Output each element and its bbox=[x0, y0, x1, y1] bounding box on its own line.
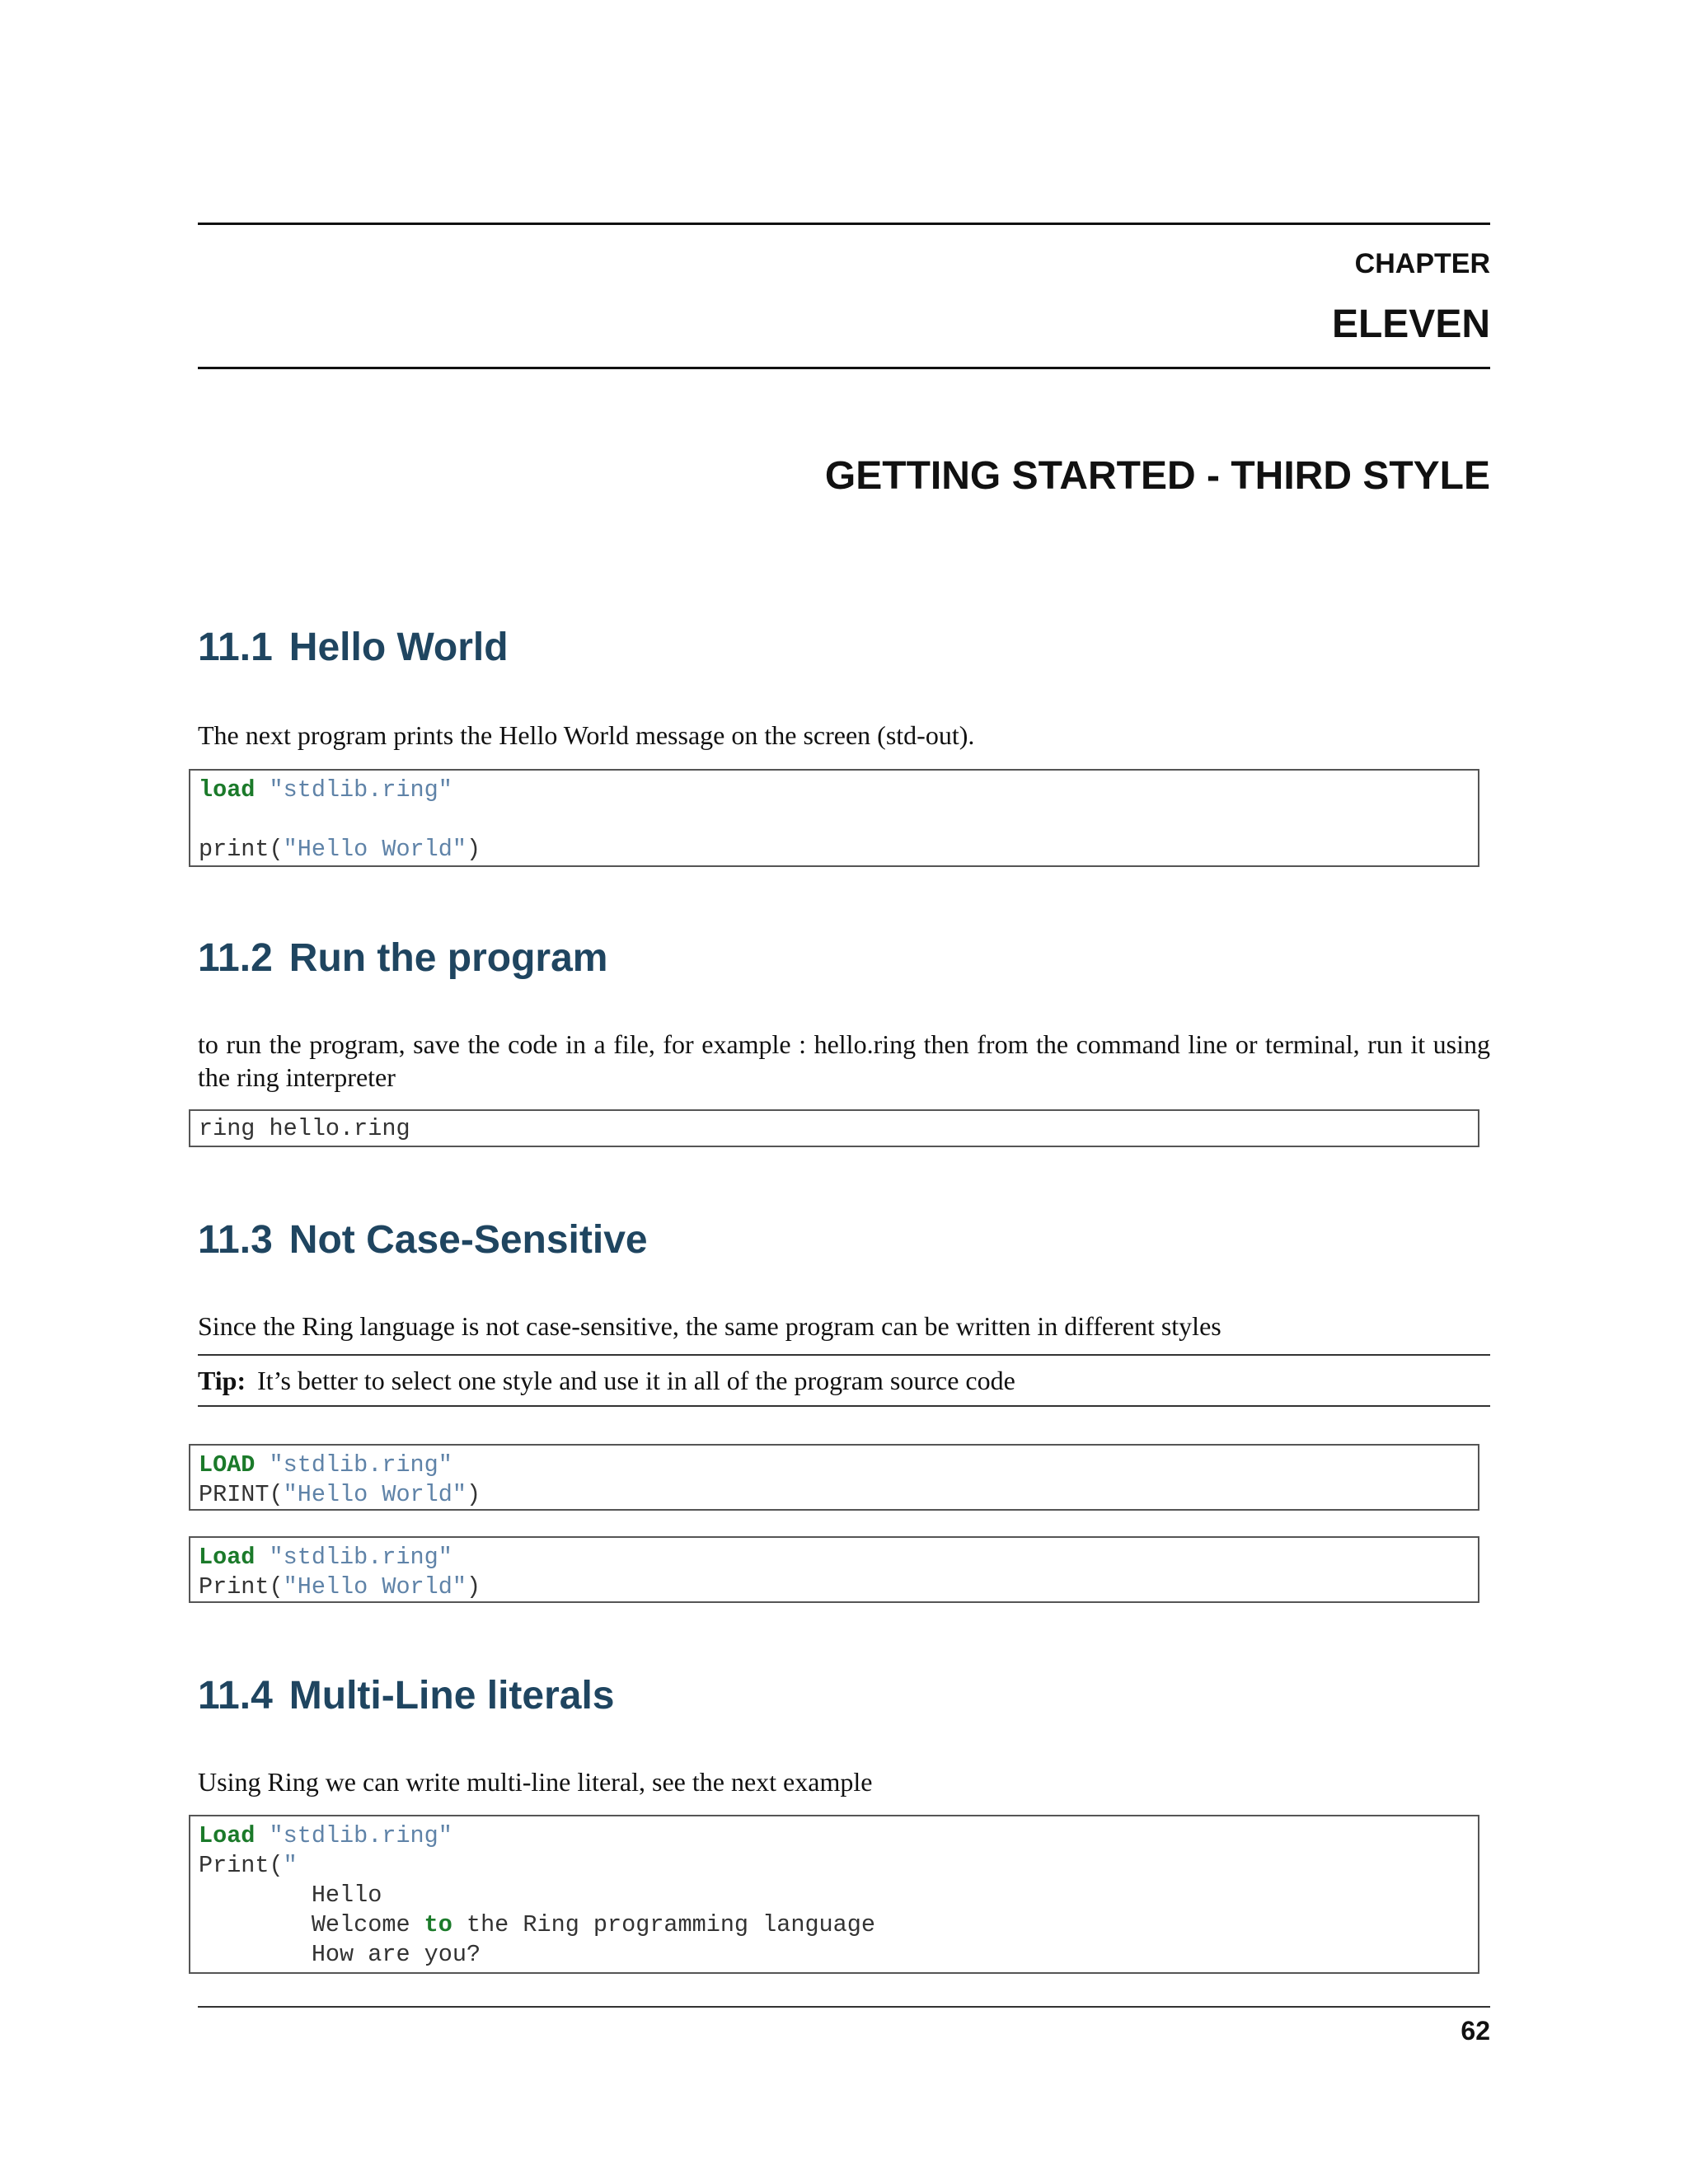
code-keyword: Load bbox=[199, 1822, 256, 1849]
section-title: Not Case-Sensitive bbox=[288, 1218, 648, 1262]
document-page bbox=[198, 0, 1490, 2184]
code-string: "stdlib.ring" bbox=[269, 1822, 452, 1849]
code-keyword: to bbox=[424, 1911, 452, 1938]
code-block bbox=[189, 1815, 1479, 1974]
code-string: "stdlib.ring" bbox=[269, 1544, 452, 1571]
code-text bbox=[255, 776, 269, 804]
code-line bbox=[199, 1940, 1470, 1970]
code-line bbox=[199, 776, 1470, 805]
code-line bbox=[199, 835, 1470, 865]
section-paragraph: Using Ring we can write multi-line literal, see the next example bbox=[198, 1767, 873, 1797]
code-string: "Hello World" bbox=[283, 836, 467, 863]
code-line bbox=[199, 805, 1470, 835]
code-text bbox=[255, 1451, 269, 1479]
code-text: ) bbox=[466, 1481, 481, 1508]
page-number: 62 bbox=[1461, 2016, 1490, 2046]
code-block bbox=[189, 1444, 1479, 1511]
code-keyword: LOAD bbox=[199, 1451, 256, 1479]
code-text: ) bbox=[466, 1573, 481, 1601]
section-paragraph: Since the Ring language is not case-sensitive, the same program can be written in different styles bbox=[198, 1311, 1221, 1341]
tip-label: Tip: bbox=[198, 1366, 246, 1395]
code-text: How are you? bbox=[199, 1941, 481, 1968]
code-string: "Hello World" bbox=[283, 1481, 467, 1508]
code-keyword: Load bbox=[199, 1544, 256, 1571]
code-string: "Hello World" bbox=[283, 1573, 467, 1601]
section-number: 11.1 bbox=[198, 626, 273, 669]
section-heading-not-case-sensitive bbox=[198, 1217, 648, 1263]
code-text: ring hello.ring bbox=[199, 1115, 410, 1142]
chapter-label: CHAPTER bbox=[1354, 248, 1490, 279]
code-line bbox=[199, 1114, 1470, 1144]
code-string: "stdlib.ring" bbox=[269, 776, 452, 804]
code-text bbox=[255, 1822, 269, 1849]
section-title: Run the program bbox=[288, 936, 608, 980]
code-text: Welcome bbox=[199, 1911, 424, 1938]
chapter-top-rule bbox=[198, 223, 1490, 225]
code-line bbox=[199, 1572, 1470, 1602]
code-text: Print( bbox=[199, 1852, 284, 1879]
section-number: 11.4 bbox=[198, 1674, 273, 1718]
code-string: "stdlib.ring" bbox=[269, 1451, 452, 1479]
chapter-title: GETTING STARTED - THIRD STYLE bbox=[824, 454, 1490, 498]
code-text: ) bbox=[466, 836, 481, 863]
footer-rule bbox=[198, 2006, 1490, 2008]
chapter-bottom-rule bbox=[198, 367, 1490, 369]
code-block bbox=[189, 1109, 1479, 1147]
code-line bbox=[199, 1543, 1470, 1572]
code-block bbox=[189, 769, 1479, 867]
code-text: Print( bbox=[199, 1573, 284, 1601]
code-text: print( bbox=[199, 836, 284, 863]
code-text: Hello bbox=[199, 1882, 382, 1909]
code-text: PRINT( bbox=[199, 1481, 284, 1508]
section-number: 11.3 bbox=[198, 1218, 273, 1262]
section-heading-run-the-program bbox=[198, 935, 607, 982]
code-line bbox=[199, 1451, 1470, 1480]
section-paragraph: to run the program, save the code in a file, for example : hello.ring then from the command line or terminal, run it using the ring interpreter bbox=[198, 1029, 1490, 1092]
code-block bbox=[189, 1536, 1479, 1603]
section-heading-multi-line-literals bbox=[198, 1673, 615, 1719]
section-heading-hello-world bbox=[198, 625, 509, 671]
code-text: the Ring programming language bbox=[452, 1911, 875, 1938]
code-line bbox=[199, 1881, 1470, 1910]
section-title: Hello World bbox=[288, 626, 509, 669]
code-string: " bbox=[283, 1852, 298, 1879]
code-text bbox=[255, 1544, 269, 1571]
code-line bbox=[199, 1851, 1470, 1881]
tip-text bbox=[198, 1364, 1015, 1397]
section-paragraph: The next program prints the Hello World message on the screen (std-out). bbox=[198, 720, 975, 750]
section-number: 11.2 bbox=[198, 936, 273, 980]
section-title: Multi-Line literals bbox=[288, 1674, 615, 1718]
tip-admonition bbox=[198, 1354, 1490, 1407]
chapter-number: ELEVEN bbox=[1331, 302, 1490, 346]
code-line bbox=[199, 1910, 1470, 1940]
code-keyword: load bbox=[199, 776, 256, 804]
tip-body: It’s better to select one style and use it in all of the program source code bbox=[257, 1366, 1015, 1395]
code-line bbox=[199, 1480, 1470, 1510]
code-line bbox=[199, 1821, 1470, 1851]
